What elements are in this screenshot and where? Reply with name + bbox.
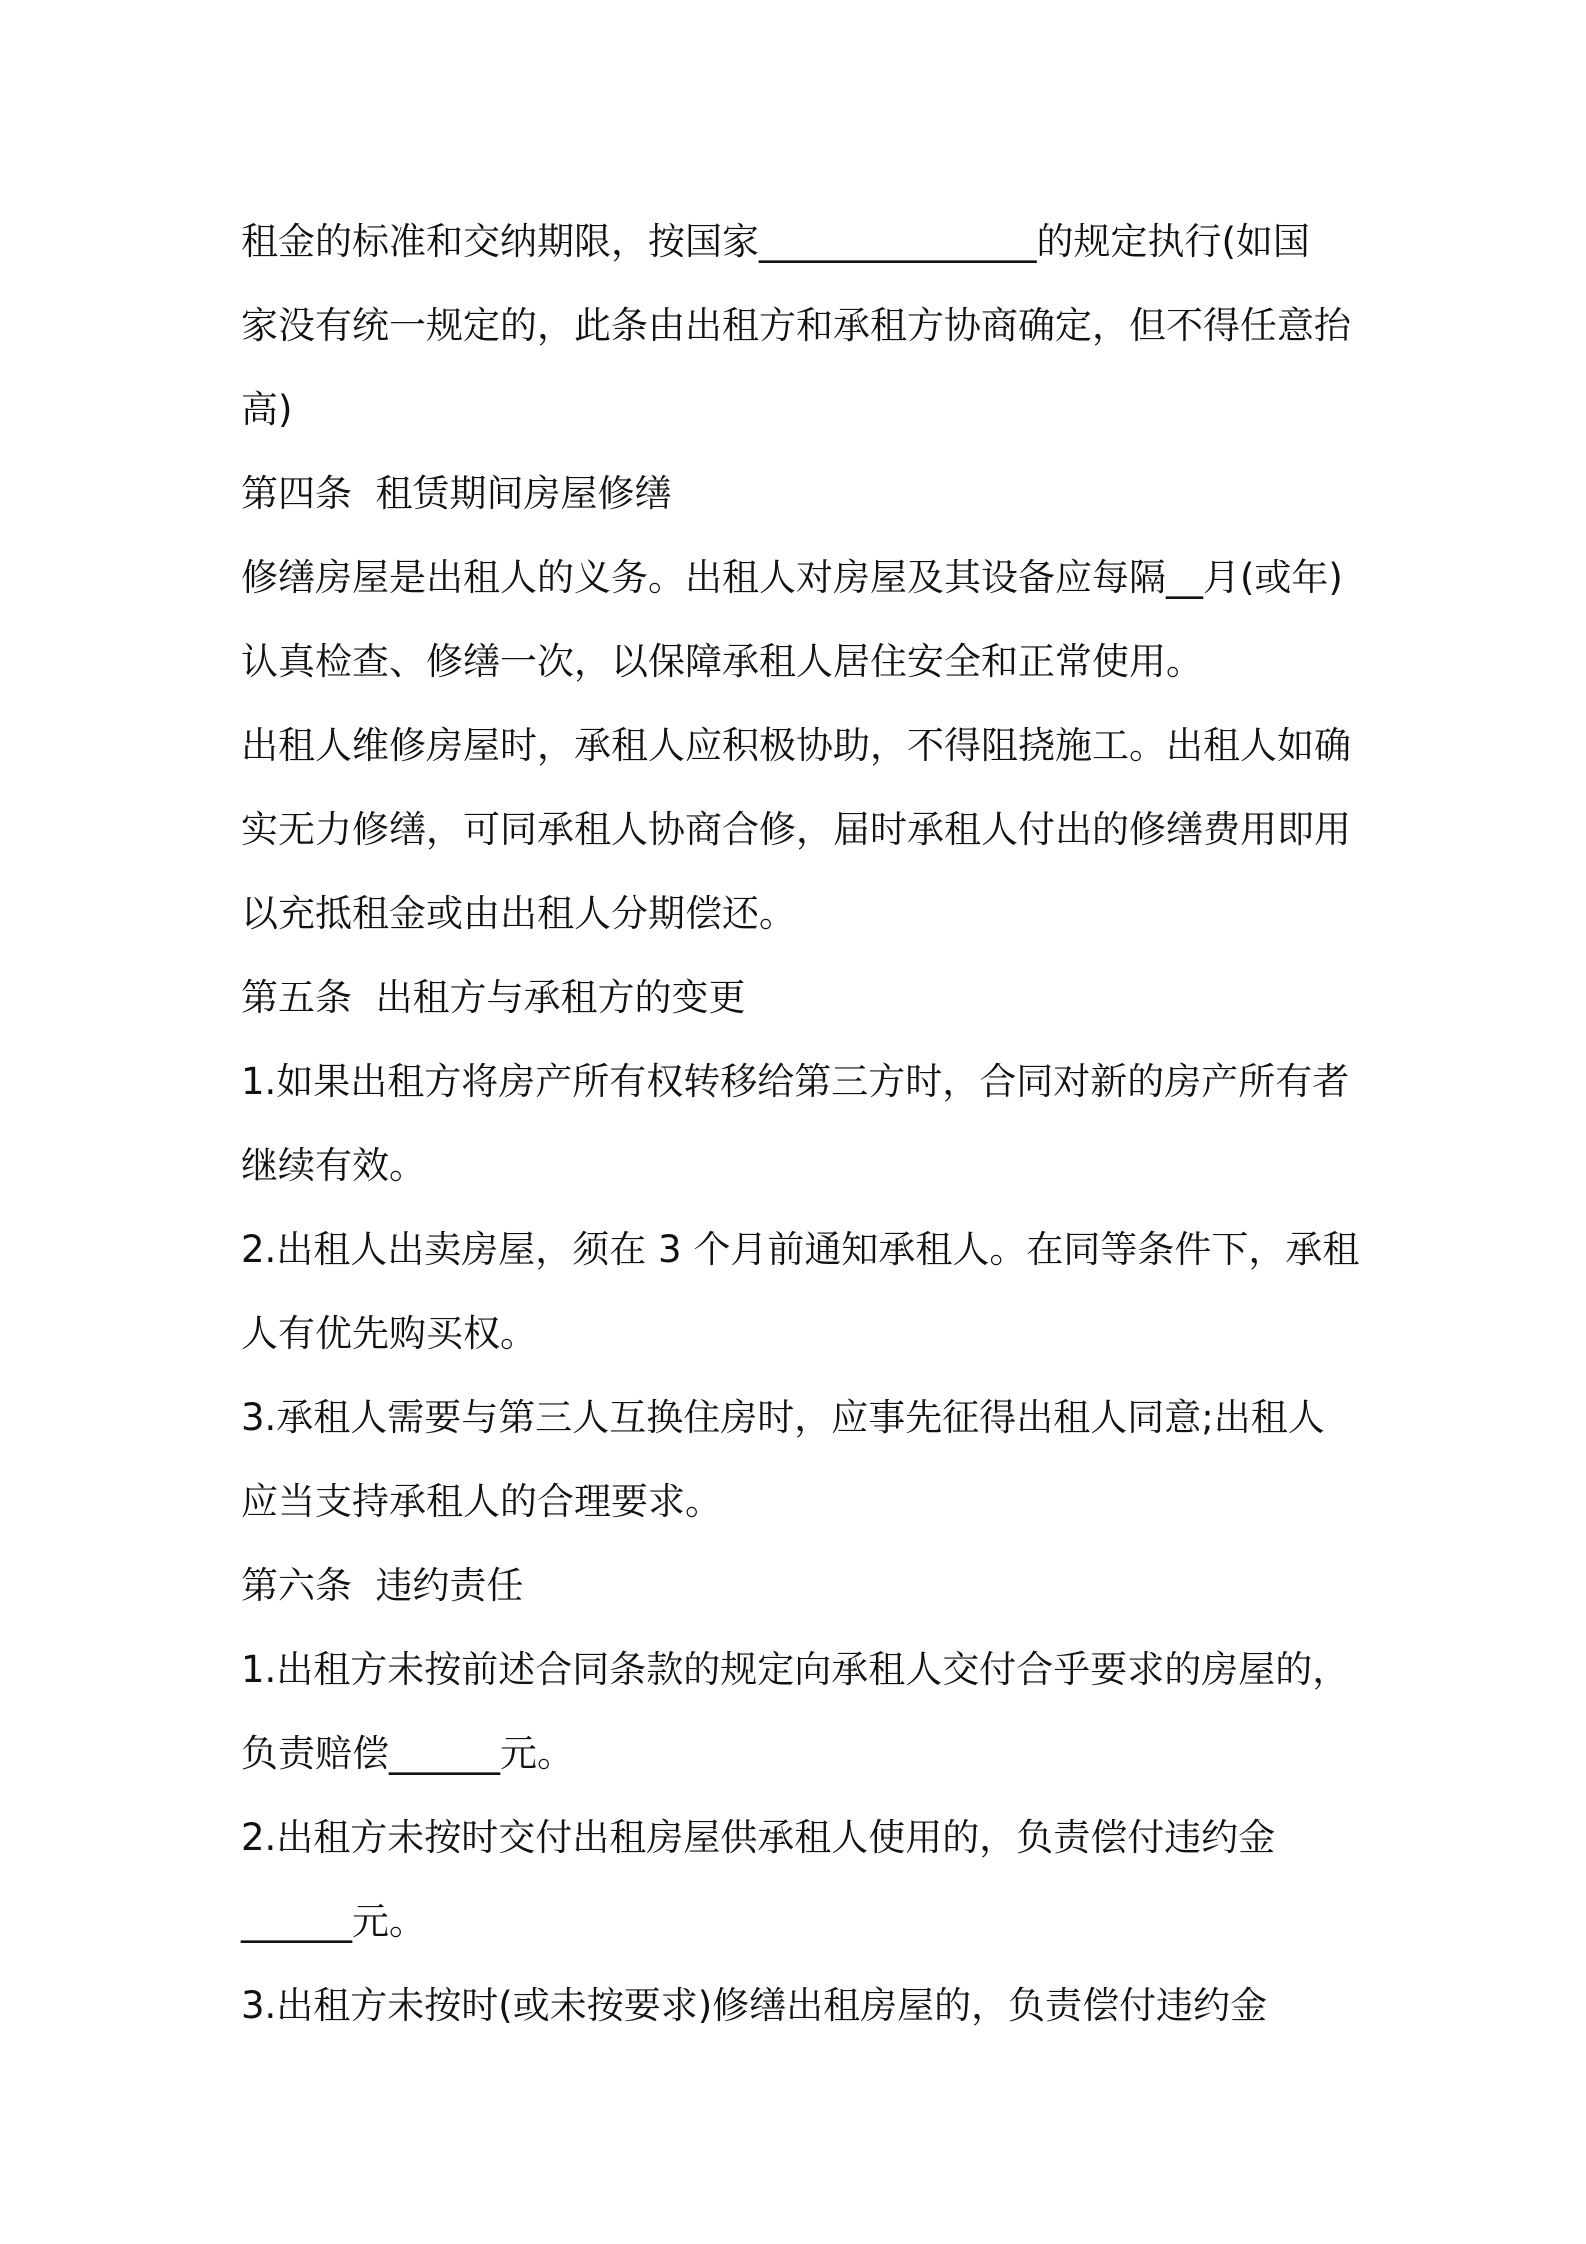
- clause-5-heading: 第五条 出租方与承租方的变更: [241, 976, 746, 1019]
- clause-5-item-1-line-2: 继续有效。: [241, 1144, 426, 1187]
- clause-4-text-line-3: 出租人维修房屋时，承租人应积极协助，不得阻挠施工。出租人如确: [241, 724, 1351, 767]
- clause-5-item-2-line-1: 2.出租人出卖房屋，须在 3 个月前通知承租人。在同等条件下，承租: [241, 1228, 1360, 1271]
- clause-5-item-2-line-2: 人有优先购买权。: [241, 1312, 537, 1355]
- clause-6-item-1-line-1: 1.出租方未按前述合同条款的规定向承租人交付合乎要求的房屋的，: [241, 1648, 1350, 1691]
- clause-6-heading: 第六条 违约责任: [241, 1564, 524, 1607]
- clause-4-text-line-2: 认真检查、修缮一次，以保障承租人居住安全和正常使用。: [241, 640, 1203, 683]
- document-body: [241, 200, 1361, 2048]
- clause-5-item-1-line-1: 1.如果出租方将房产所有权转移给第三方时，合同对新的房产所有者: [241, 1060, 1350, 1103]
- clause-4-text-line-5: 以充抵租金或由出租人分期偿还。: [241, 892, 796, 935]
- clause-6-item-1-line-2: 负责赔偿______元。: [241, 1732, 574, 1775]
- clause-3-rent-text-line-2: 家没有统一规定的，此条由出租方和承租方协商确定，但不得任意抬: [241, 304, 1351, 347]
- clause-5-item-3-line-1: 3.承租人需要与第三人互换住房时，应事先征得出租人同意;出租人: [241, 1396, 1325, 1439]
- clause-6-item-2-line-1: 2.出租方未按时交付出租房屋供承租人使用的，负责偿付违约金: [241, 1816, 1276, 1859]
- clause-4-text-line-1: 修缮房屋是出租人的义务。出租人对房屋及其设备应每隔__月(或年): [241, 556, 1343, 599]
- clause-4-heading: 第四条 租赁期间房屋修缮: [241, 472, 672, 515]
- clause-3-rent-text-line-1: 租金的标准和交纳期限，按国家_______________的规定执行(如国: [241, 220, 1310, 263]
- clause-4-text-line-4: 实无力修缮，可同承租人协商合修，届时承租人付出的修缮费用即用: [241, 808, 1351, 851]
- clause-6-item-2-line-2: ______元。: [241, 1900, 426, 1943]
- clause-5-item-3-line-2: 应当支持承租人的合理要求。: [241, 1480, 722, 1523]
- clause-3-rent-text-line-3: 高): [241, 388, 293, 431]
- clause-6-item-3-line-1: 3.出租方未按时(或未按要求)修缮出租房屋的，负责偿付违约金: [241, 1984, 1268, 2027]
